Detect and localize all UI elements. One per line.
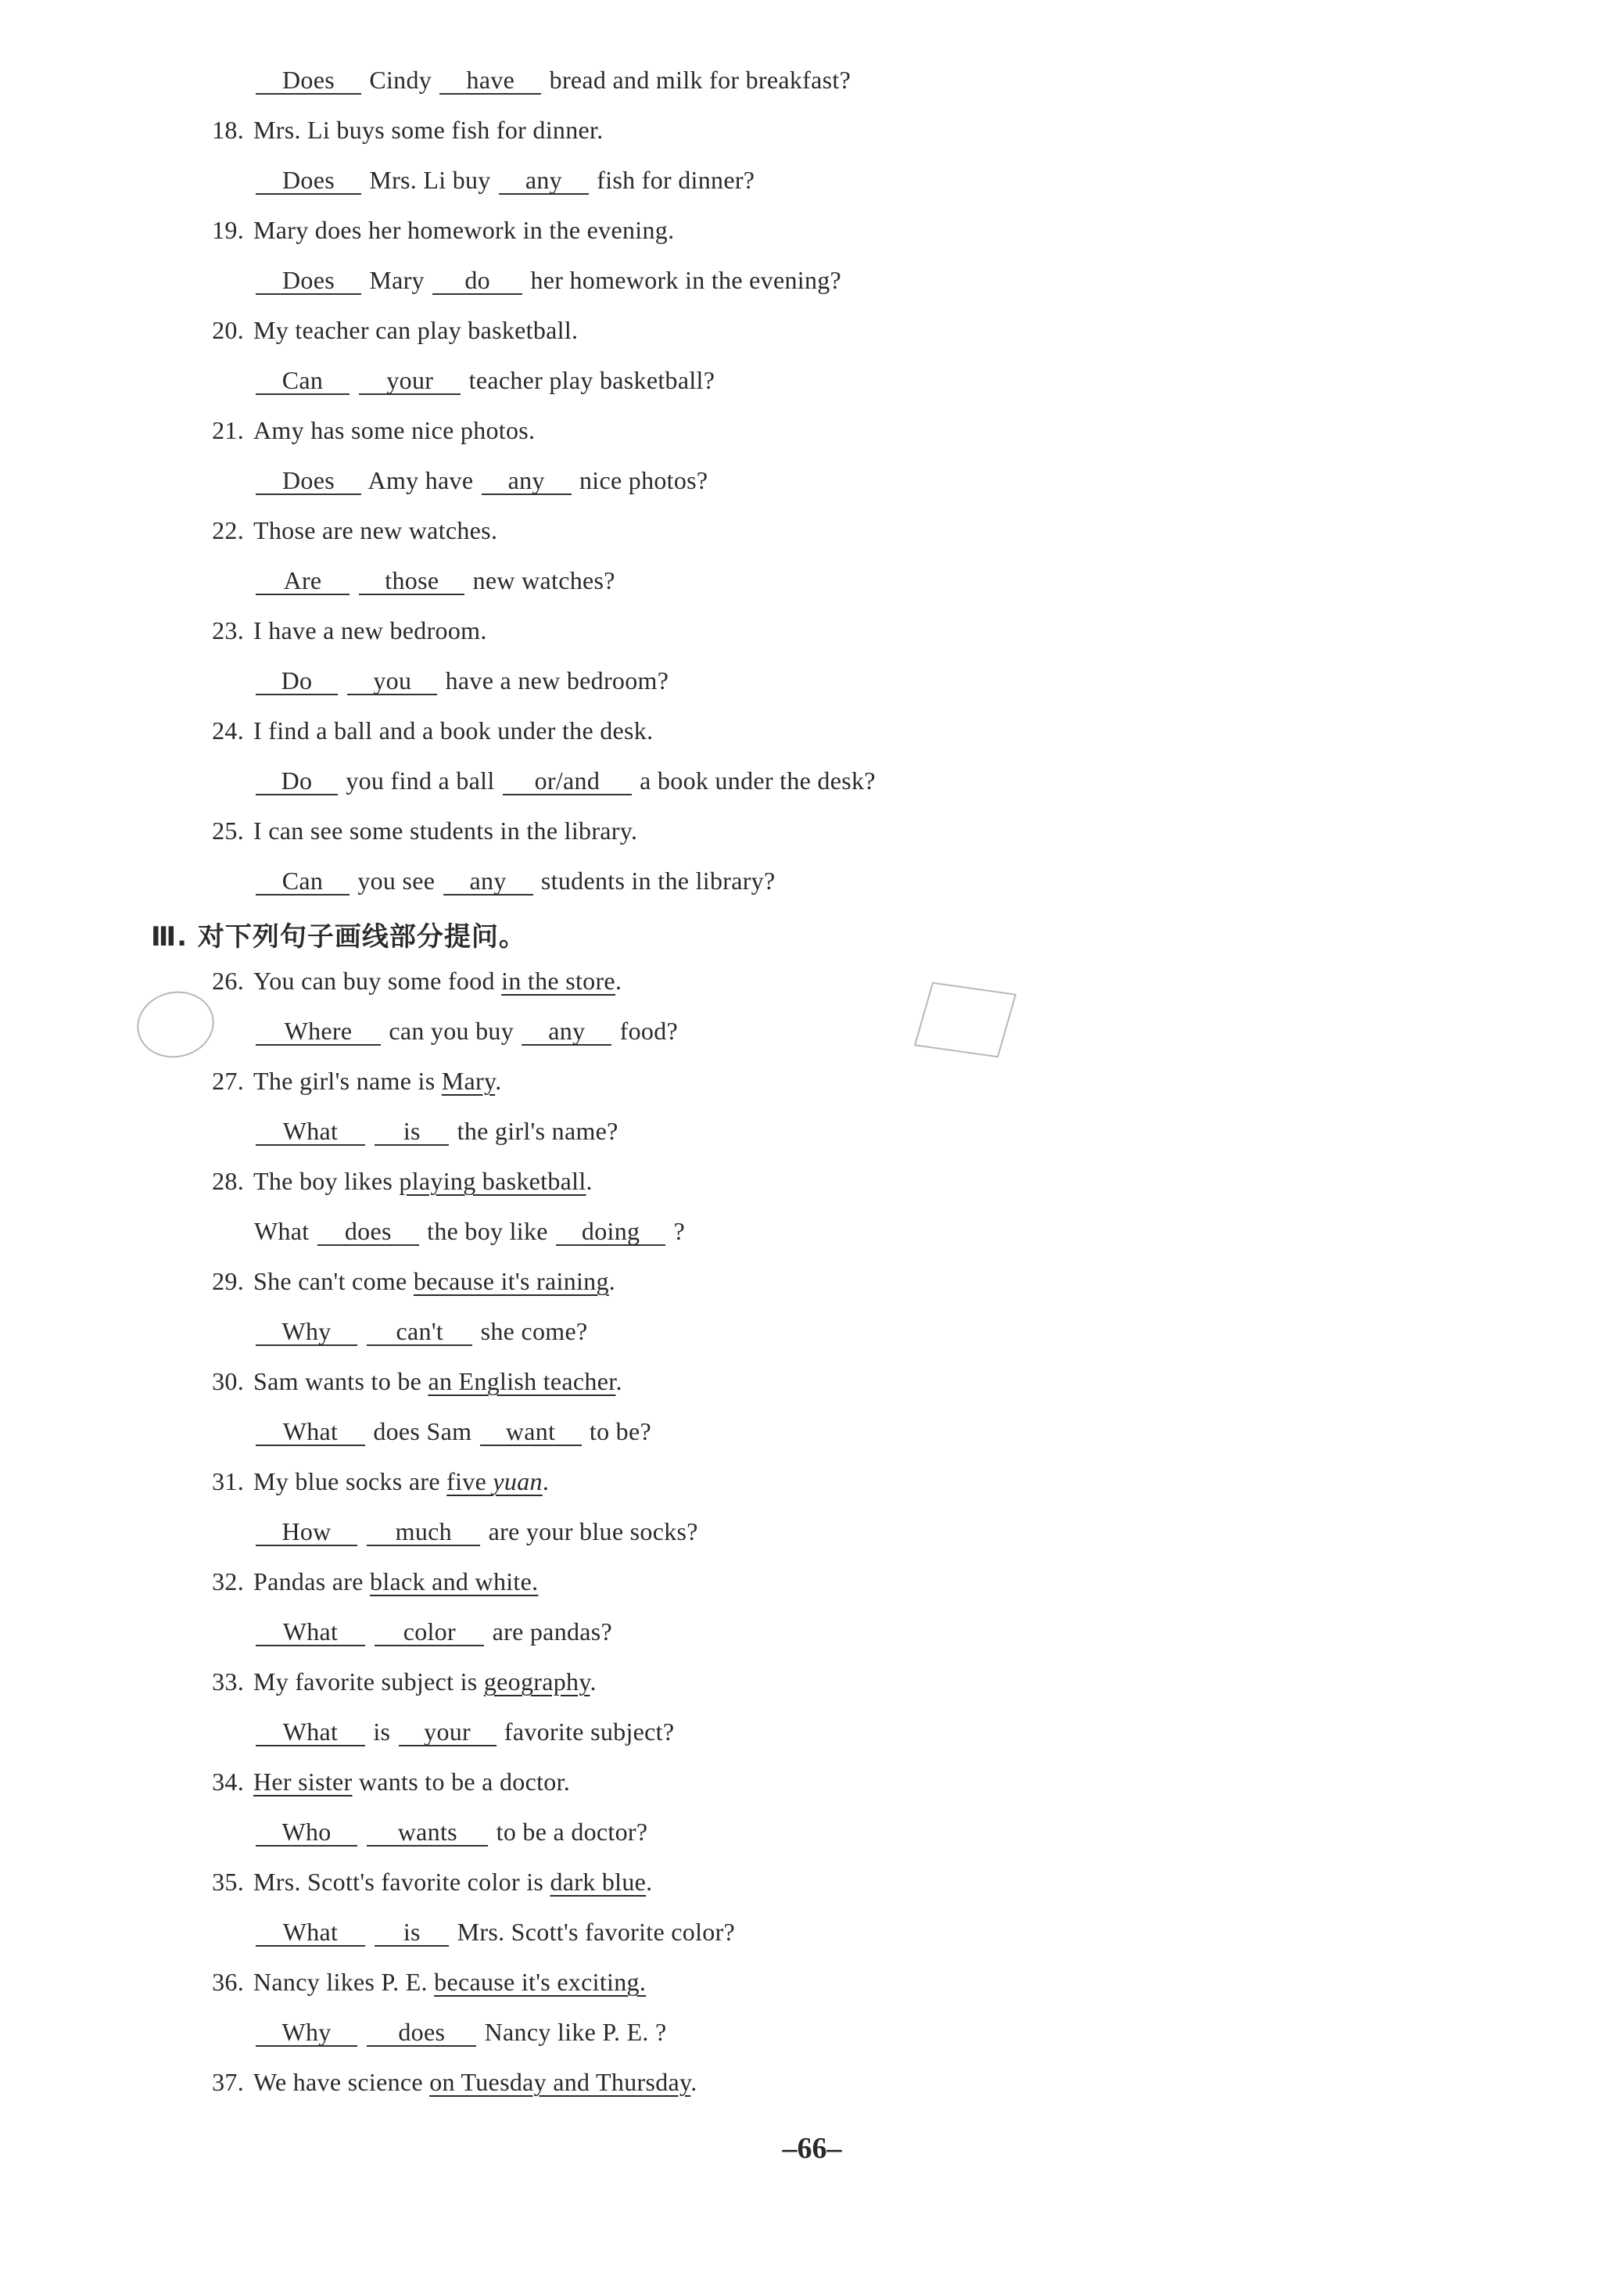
question-line-31 — [191, 1466, 549, 1497]
question-text: . — [690, 2068, 697, 2096]
underlined-phrase: because it's exciting. — [434, 1968, 647, 1996]
answer-line-27 — [254, 1115, 618, 1147]
answer-blank[interactable]: Does — [256, 467, 361, 495]
answer-blank[interactable]: or/and — [503, 767, 632, 795]
question-line-18 — [191, 114, 604, 145]
underlined-phrase: because it's raining — [413, 1267, 609, 1295]
question-number: 26. — [212, 967, 244, 995]
question-text: You can buy some food — [253, 967, 495, 995]
answer-text: you see — [357, 867, 436, 895]
question-text: Nancy likes P. E. — [253, 1968, 428, 1996]
answer-blank[interactable]: Why — [256, 2019, 357, 2047]
question-number: 27. — [212, 1067, 244, 1095]
question-line-23 — [191, 615, 487, 646]
answer-line-35 — [254, 1916, 735, 1947]
question-number: 35. — [212, 1868, 244, 1896]
question-number: 23. — [212, 616, 244, 644]
answer-blank[interactable]: can't — [367, 1318, 472, 1346]
answer-text: What — [254, 1217, 310, 1245]
question-text: . — [608, 1267, 616, 1295]
answer-blank[interactable]: those — [359, 567, 464, 595]
answer-text: nice photos? — [579, 466, 708, 494]
question-text: My teacher can play basketball. — [253, 316, 579, 344]
question-line-32 — [191, 1566, 538, 1597]
answer-text: bread and milk for breakfast? — [549, 66, 851, 94]
answer-line-21 — [254, 465, 708, 496]
answer-text: have a new bedroom? — [445, 666, 669, 695]
question-number: 19. — [212, 216, 244, 244]
question-line-35 — [191, 1866, 652, 1897]
answer-text: is — [373, 1717, 391, 1746]
question-number: 30. — [212, 1367, 244, 1395]
answer-line-19 — [254, 264, 841, 296]
answer-text: you find a ball — [346, 766, 495, 795]
answer-line-22 — [254, 565, 615, 596]
question-number: 22. — [212, 516, 244, 544]
answer-blank[interactable]: does — [367, 2019, 476, 2047]
question-text: Mary does her homework in the evening. — [253, 216, 675, 244]
answer-line-24 — [254, 765, 876, 796]
question-text: . — [615, 1367, 622, 1395]
question-line-20 — [191, 314, 578, 346]
question-number: 34. — [212, 1768, 244, 1796]
answer-blank[interactable]: Are — [256, 567, 350, 595]
watermark-stamp-left — [131, 985, 220, 1065]
section-heading: Ⅲ. 对下列句子画线部分提问。 — [151, 921, 526, 953]
answer-text: Mrs. Scott's favorite color? — [457, 1918, 736, 1946]
question-number: 32. — [212, 1567, 244, 1595]
watermark-stamp-right — [914, 982, 1016, 1058]
question-line-30 — [191, 1366, 622, 1397]
answer-line-33 — [254, 1716, 674, 1747]
question-text: . — [615, 967, 622, 995]
question-number: 20. — [212, 316, 244, 344]
answer-text: teacher play basketball? — [468, 366, 715, 394]
answer-text: Cindy — [369, 66, 432, 94]
page-number: –66– — [782, 2132, 842, 2165]
question-line-19 — [191, 214, 674, 246]
question-text: . — [495, 1067, 502, 1095]
question-text: Pandas are — [253, 1567, 364, 1595]
answer-blank[interactable]: have — [439, 66, 541, 95]
underlined-phrase — [446, 1467, 543, 1495]
answer-text: Mary — [369, 266, 425, 294]
question-text: Mrs. Li buys some fish for dinner. — [253, 116, 604, 144]
answer-blank[interactable]: is — [375, 1918, 449, 1947]
question-text: The girl's name is — [253, 1067, 436, 1095]
underlined-phrase: dark blue — [550, 1868, 647, 1896]
answer-blank[interactable]: Why — [256, 1318, 357, 1346]
answer-text: Amy have — [367, 466, 474, 494]
question-line-25 — [191, 815, 637, 846]
question-line-34 — [191, 1766, 570, 1797]
underlined-phrase: Her sister — [253, 1768, 353, 1796]
question-text: wants to be a doctor. — [358, 1768, 571, 1796]
underlined-phrase: playing basketball — [399, 1167, 586, 1195]
question-text: I can see some students in the library. — [253, 817, 638, 845]
question-number: 31. — [212, 1467, 244, 1495]
answer-line-34 — [254, 1816, 647, 1847]
answer-blank[interactable]: want — [480, 1418, 582, 1446]
question-line-22 — [191, 515, 497, 546]
answer-line-18 — [254, 164, 755, 196]
answer-text: the girl's name? — [457, 1117, 618, 1145]
answer-blank[interactable]: much — [367, 1518, 480, 1546]
answer-line-26 — [254, 1015, 678, 1046]
question-line-24 — [191, 715, 653, 746]
underlined-phrase: geography — [483, 1667, 590, 1696]
answer-text: students in the library? — [540, 867, 776, 895]
answer-blank[interactable]: does — [317, 1218, 419, 1246]
underlined-word: five — [446, 1467, 487, 1495]
question-text: I have a new bedroom. — [253, 616, 487, 644]
answer-blank[interactable]: your — [359, 367, 461, 395]
underlined-phrase: black and white. — [370, 1567, 539, 1595]
question-text: Sam wants to be — [253, 1367, 422, 1395]
answer-blank[interactable]: How — [256, 1518, 357, 1546]
answer-line-32 — [254, 1616, 612, 1647]
question-number: 24. — [212, 716, 244, 745]
question-number: 25. — [212, 817, 244, 845]
question-text: We have science — [253, 2068, 423, 2096]
answer-line-30 — [254, 1416, 651, 1447]
question-line-33 — [191, 1666, 597, 1697]
answer-blank[interactable]: Can — [256, 867, 350, 896]
answer-text: does Sam — [373, 1417, 472, 1445]
answer-blank[interactable]: Do — [256, 767, 338, 795]
question-text: She can't come — [253, 1267, 407, 1295]
answer-text: are your blue socks? — [488, 1517, 698, 1545]
answer-blank[interactable]: any — [482, 467, 572, 495]
answer-text: can you buy — [389, 1017, 514, 1045]
answer-text: new watches? — [472, 566, 615, 594]
question-number: 28. — [212, 1167, 244, 1195]
question-text: . — [646, 1868, 653, 1896]
answer-blank[interactable]: Does — [256, 66, 361, 95]
answer-blank[interactable]: What — [256, 1118, 365, 1146]
answer-text: her homework in the evening? — [530, 266, 842, 294]
answer-text: food? — [619, 1017, 679, 1045]
answer-blank[interactable]: Can — [256, 367, 350, 395]
answer-blank[interactable]: What — [256, 1918, 365, 1947]
underlined-phrase: Mary — [441, 1067, 496, 1095]
question-line-36 — [191, 1966, 646, 1997]
answer-blank[interactable]: wants — [367, 1818, 488, 1847]
question-text: The boy likes — [253, 1167, 393, 1195]
answer-line-28 — [254, 1215, 685, 1247]
answer-blank[interactable]: you — [347, 667, 437, 695]
answer-blank[interactable]: What — [256, 1618, 365, 1646]
answer-blank[interactable]: What — [256, 1418, 365, 1446]
answer-text: fish for dinner? — [597, 166, 755, 194]
question-text: . — [542, 1467, 550, 1495]
question-line-21 — [191, 415, 535, 446]
question-text: My favorite subject is — [253, 1667, 478, 1696]
answer-text: ? — [673, 1217, 685, 1245]
answer-text: a book under the desk? — [640, 766, 876, 795]
answer-blank[interactable]: any — [522, 1018, 611, 1046]
answer-blank[interactable]: your — [399, 1718, 497, 1746]
question-number: 29. — [212, 1267, 244, 1295]
underlined-word-italic: yuan — [493, 1467, 543, 1495]
question-line-28 — [191, 1165, 593, 1197]
answer-text: Mrs. Li buy — [369, 166, 491, 194]
question-line-29 — [191, 1265, 615, 1297]
answer-text: favorite subject? — [504, 1717, 675, 1746]
answer-blank[interactable]: any — [443, 867, 533, 896]
answer-line-20 — [254, 364, 715, 396]
answer-blank[interactable]: do — [432, 267, 522, 295]
answer-line-31 — [254, 1516, 698, 1547]
underlined-phrase: in the store — [501, 967, 615, 995]
answer-line-23 — [254, 665, 669, 696]
answer-blank[interactable]: any — [499, 167, 589, 195]
question-number: 18. — [212, 116, 244, 144]
answer-blank[interactable]: doing — [556, 1218, 665, 1246]
answer-text: the boy like — [427, 1217, 548, 1245]
question-text: Amy has some nice photos. — [253, 416, 536, 444]
question-text: Those are new watches. — [253, 516, 498, 544]
underlined-phrase: on Tuesday and Thursday — [429, 2068, 691, 2096]
answer-text: to be? — [589, 1417, 651, 1445]
question-text: . — [586, 1167, 593, 1195]
answer-text: Nancy like P. E. ? — [484, 2018, 667, 2046]
question-number: 36. — [212, 1968, 244, 1996]
question-line-37 — [191, 2066, 697, 2098]
answer-blank[interactable]: What — [256, 1718, 365, 1746]
question-number: 33. — [212, 1667, 244, 1696]
answer-line-17 — [254, 64, 851, 95]
answer-line-25 — [254, 865, 775, 896]
question-text: . — [590, 1667, 597, 1696]
question-number: 37. — [212, 2068, 244, 2096]
answer-blank[interactable]: Does — [256, 267, 361, 295]
answer-blank[interactable]: Where — [256, 1018, 381, 1046]
question-text: My blue socks are — [253, 1467, 440, 1495]
underlined-phrase: an English teacher — [428, 1367, 616, 1395]
answer-line-29 — [254, 1315, 587, 1347]
question-text: Mrs. Scott's favorite color is — [253, 1868, 544, 1896]
question-line-26 — [191, 965, 622, 996]
answer-blank[interactable]: is — [375, 1118, 449, 1146]
question-line-27 — [191, 1065, 502, 1097]
answer-blank[interactable]: Do — [256, 667, 338, 695]
answer-text: she come? — [480, 1317, 588, 1345]
question-text: I find a ball and a book under the desk. — [253, 716, 654, 745]
answer-blank[interactable]: Who — [256, 1818, 357, 1847]
answer-blank[interactable]: color — [375, 1618, 484, 1646]
answer-text: are pandas? — [492, 1617, 613, 1646]
answer-blank[interactable]: Does — [256, 167, 361, 195]
question-number: 21. — [212, 416, 244, 444]
answer-line-36 — [254, 2016, 667, 2048]
answer-text: to be a doctor? — [496, 1818, 648, 1846]
